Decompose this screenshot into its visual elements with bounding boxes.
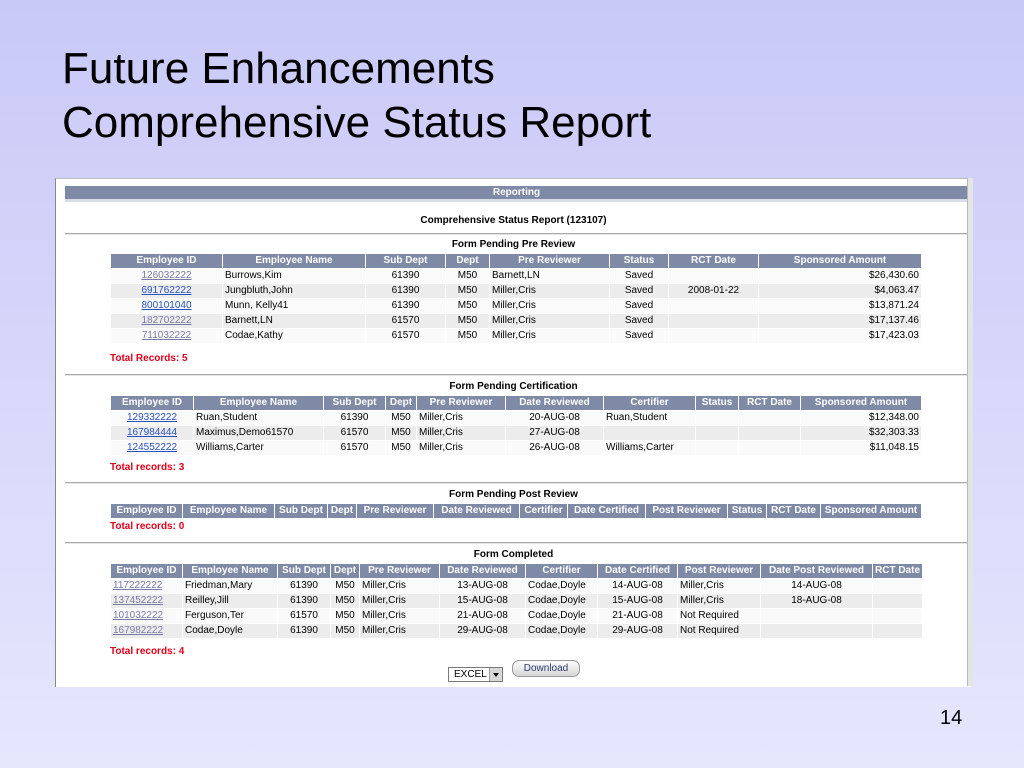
table-cell (111, 594, 183, 609)
employee-id-link[interactable]: 124552222 (126, 442, 178, 453)
column-header: Sub Dept (275, 504, 328, 519)
column-header: Date Reviewed (434, 504, 520, 519)
table-cell: Burrows,Kim (223, 269, 366, 284)
table-cell: Saved (610, 284, 669, 299)
employee-id-link[interactable]: 711032222 (141, 330, 192, 341)
column-header: RCT Date (767, 504, 821, 519)
column-header: Pre Reviewer (490, 254, 610, 269)
column-header: Certifier (520, 504, 568, 519)
table-row (111, 411, 922, 426)
column-header: Employee ID (111, 254, 223, 269)
table-cell (696, 441, 739, 456)
column-header: Certifier (604, 396, 696, 411)
employee-id-link[interactable]: 691762222 (141, 285, 192, 296)
table-header-row (111, 564, 923, 579)
table-cell: 61390 (366, 284, 446, 299)
employee-id-link[interactable]: 129332222 (126, 412, 178, 423)
table-cell: 14-AUG-08 (761, 579, 873, 594)
table-cell: Ruan,Student (604, 411, 696, 426)
table-row (111, 329, 922, 344)
table-row (111, 314, 922, 329)
slide-title-line1: Future Enhancements (62, 44, 495, 93)
table-cell: M50 (331, 594, 360, 609)
column-header: RCT Date (669, 254, 759, 269)
section-title-certification: Form Pending Certification (449, 381, 578, 392)
table-cell (739, 411, 801, 426)
table-cell: Codae,Doyle (526, 594, 598, 609)
table-cell: 26-AUG-08 (506, 441, 604, 456)
column-header: Dept (328, 504, 357, 519)
column-header: Date Certified (568, 504, 646, 519)
table-cell (669, 314, 759, 329)
table-cell (761, 609, 873, 624)
column-header: Employee Name (183, 504, 275, 519)
table-cell: Miller,Cris (360, 609, 440, 624)
column-header: RCT Date (739, 396, 801, 411)
table-cell (111, 314, 223, 329)
table-row (111, 299, 922, 314)
table-cell: Miller,Cris (417, 411, 506, 426)
table-cell: Saved (610, 269, 669, 284)
table-cell: $4,063.47 (759, 284, 922, 299)
table-cell: Jungbluth,John (223, 284, 366, 299)
table-cell: 61390 (278, 594, 331, 609)
table-cell: 61570 (366, 329, 446, 344)
table-cell: 21-AUG-08 (598, 609, 678, 624)
column-header: Employee Name (223, 254, 366, 269)
reporting-header-bar: Reporting (65, 186, 968, 199)
table-cell: 14-AUG-08 (598, 579, 678, 594)
table-header-row (111, 254, 922, 269)
column-header: Pre Reviewer (357, 504, 434, 519)
table-cell: 18-AUG-08 (761, 594, 873, 609)
table-cell (111, 284, 223, 299)
table-cell (873, 624, 923, 639)
column-header: Status (728, 504, 767, 519)
table-cell: M50 (446, 269, 490, 284)
export-format-select[interactable] (448, 667, 503, 682)
column-header: Post Reviewer (678, 564, 761, 579)
table-cell: 15-AUG-08 (598, 594, 678, 609)
page-number: 14 (940, 707, 963, 729)
total-records-certification: Total records: 3 (110, 462, 185, 473)
table-cell: 2008-01-22 (669, 284, 759, 299)
download-button[interactable]: Download (512, 660, 580, 677)
table-cell (873, 609, 923, 624)
table-cell (761, 624, 873, 639)
table-cell: M50 (331, 609, 360, 624)
table-cell (111, 329, 223, 344)
table-cell: M50 (331, 579, 360, 594)
table-cell (604, 426, 696, 441)
section-divider (65, 233, 968, 235)
table-cell (111, 426, 194, 441)
column-header: Date Reviewed (506, 396, 604, 411)
employee-id-link[interactable]: 101032222 (113, 610, 164, 621)
export-format-value: EXCEL (454, 669, 487, 680)
section-title-post-review: Form Pending Post Review (449, 489, 578, 500)
column-header: Sponsored Amount (801, 396, 922, 411)
table-cell (111, 624, 183, 639)
table-cell: Miller,Cris (417, 426, 506, 441)
table-cell: M50 (446, 299, 490, 314)
table-cell: Not Required (678, 609, 761, 624)
table-cell (873, 579, 923, 594)
completed-table (110, 563, 923, 639)
post-review-table (110, 503, 922, 519)
report-title: Comprehensive Status Report (123107) (420, 215, 607, 226)
table-row (111, 609, 923, 624)
scrollbar[interactable] (967, 178, 973, 686)
table-row (111, 594, 923, 609)
table-cell (111, 411, 194, 426)
column-header: Dept (331, 564, 360, 579)
table-cell: Williams,Carter (194, 441, 324, 456)
table-cell: Ruan,Student (194, 411, 324, 426)
table-cell: $11,048.15 (801, 441, 922, 456)
table-cell: Miller,Cris (360, 579, 440, 594)
table-cell: Codae,Doyle (183, 624, 278, 639)
column-header: Employee Name (194, 396, 324, 411)
table-cell: Barnett,LN (490, 269, 610, 284)
table-cell: Maximus,Demo61570 (194, 426, 324, 441)
table-cell: 13-AUG-08 (440, 579, 526, 594)
table-cell: Not Required (678, 624, 761, 639)
employee-id-link[interactable]: 167984444 (126, 427, 178, 438)
table-cell (669, 299, 759, 314)
column-header: Certifier (526, 564, 598, 579)
reporting-subbar (65, 199, 968, 202)
column-header: Date Post Reviewed (761, 564, 873, 579)
table-cell (669, 329, 759, 344)
table-cell: Miller,Cris (360, 624, 440, 639)
total-records-completed: Total records: 4 (110, 646, 185, 657)
slide-title (62, 42, 651, 150)
table-cell: M50 (331, 624, 360, 639)
table-cell (111, 579, 183, 594)
total-records-post-review: Total records: 0 (110, 521, 185, 532)
table-cell: M50 (386, 411, 417, 426)
table-cell: Miller,Cris (678, 579, 761, 594)
table-cell: 61390 (324, 411, 386, 426)
employee-id-link[interactable]: 137452222 (113, 595, 164, 606)
table-row (111, 284, 922, 299)
table-cell: 61570 (366, 314, 446, 329)
column-header: Sub Dept (366, 254, 446, 269)
table-cell: Miller,Cris (490, 329, 610, 344)
table-cell (111, 609, 183, 624)
table-cell: Miller,Cris (490, 284, 610, 299)
table-cell (696, 411, 739, 426)
table-cell: M50 (446, 284, 490, 299)
column-header: Employee ID (111, 504, 183, 519)
column-header: Employee ID (111, 396, 194, 411)
section-divider (65, 542, 968, 544)
table-row (111, 426, 922, 441)
table-cell: Miller,Cris (360, 594, 440, 609)
section-divider (65, 374, 968, 376)
table-cell: Barnett,LN (223, 314, 366, 329)
table-cell: 27-AUG-08 (506, 426, 604, 441)
table-cell: Miller,Cris (490, 314, 610, 329)
column-header: Date Certified (598, 564, 678, 579)
table-cell: Friedman,Mary (183, 579, 278, 594)
employee-id-link[interactable]: 182702222 (141, 315, 192, 326)
table-cell: Saved (610, 299, 669, 314)
table-cell: Miller,Cris (678, 594, 761, 609)
table-cell: 29-AUG-08 (598, 624, 678, 639)
table-cell: Codae,Kathy (223, 329, 366, 344)
table-cell: Munn, Kelly41 (223, 299, 366, 314)
table-row (111, 441, 922, 456)
table-cell: Miller,Cris (417, 441, 506, 456)
table-cell: Saved (610, 314, 669, 329)
table-cell (873, 594, 923, 609)
table-cell: M50 (446, 314, 490, 329)
table-cell: $17,423.03 (759, 329, 922, 344)
table-cell (739, 441, 801, 456)
table-cell: 61570 (324, 441, 386, 456)
table-cell: Reilley,Jill (183, 594, 278, 609)
table-cell: 15-AUG-08 (440, 594, 526, 609)
table-cell (111, 441, 194, 456)
column-header: Pre Reviewer (360, 564, 440, 579)
table-cell: 61570 (324, 426, 386, 441)
table-cell (111, 269, 223, 284)
section-title-pre-review: Form Pending Pre Review (451, 239, 576, 250)
column-header: Date Reviewed (440, 564, 526, 579)
table-cell: Saved (610, 329, 669, 344)
employee-id-link[interactable]: 117222222 (113, 580, 163, 591)
section-title-completed: Form Completed (473, 549, 554, 560)
column-header: Dept (446, 254, 490, 269)
table-cell: 29-AUG-08 (440, 624, 526, 639)
employee-id-link[interactable]: 126032222 (141, 270, 192, 281)
table-header-row (111, 504, 922, 519)
column-header: Post Reviewer (646, 504, 728, 519)
column-header: Employee Name (183, 564, 278, 579)
table-cell: $32,303.33 (801, 426, 922, 441)
table-cell: Codae,Doyle (526, 579, 598, 594)
table-cell: Williams,Carter (604, 441, 696, 456)
table-cell: Codae,Doyle (526, 624, 598, 639)
section-divider (65, 482, 968, 484)
table-cell: M50 (386, 426, 417, 441)
employee-id-link[interactable]: 167982222 (113, 625, 164, 636)
table-cell: Ferguson,Ter (183, 609, 278, 624)
column-header: Pre Reviewer (417, 396, 506, 411)
table-cell: 61390 (366, 269, 446, 284)
table-cell (739, 426, 801, 441)
report-screenshot (55, 178, 971, 687)
column-header: Sponsored Amount (821, 504, 922, 519)
column-header: Dept (386, 396, 417, 411)
table-cell: Codae,Doyle (526, 609, 598, 624)
column-header: Status (696, 396, 739, 411)
table-cell: Miller,Cris (490, 299, 610, 314)
column-header: Sub Dept (278, 564, 331, 579)
table-cell: 21-AUG-08 (440, 609, 526, 624)
table-cell: $17,137.46 (759, 314, 922, 329)
table-cell (111, 299, 223, 314)
column-header: RCT Date (873, 564, 923, 579)
slide-title-line2: Comprehensive Status Report (62, 98, 652, 147)
table-cell (669, 269, 759, 284)
table-cell: $26,430.60 (759, 269, 922, 284)
table-cell: M50 (446, 329, 490, 344)
pre-review-table (110, 253, 922, 344)
table-row (111, 269, 922, 284)
total-records-pre-review: Total Records: 5 (110, 353, 188, 364)
table-cell: $13,871.24 (759, 299, 922, 314)
table-cell: 20-AUG-08 (506, 411, 604, 426)
table-cell: 61390 (366, 299, 446, 314)
table-cell: 61570 (278, 609, 331, 624)
column-header: Sub Dept (324, 396, 386, 411)
table-cell (696, 426, 739, 441)
table-cell: 61390 (278, 624, 331, 639)
column-header: Sponsored Amount (759, 254, 922, 269)
certification-table (110, 395, 922, 456)
chevron-down-icon[interactable] (489, 668, 502, 681)
table-cell: 61390 (278, 579, 331, 594)
column-header: Employee ID (111, 564, 183, 579)
table-cell: $12,348.00 (801, 411, 922, 426)
table-row (111, 624, 923, 639)
table-row (111, 579, 923, 594)
column-header: Status (610, 254, 669, 269)
table-header-row (111, 396, 922, 411)
employee-id-link[interactable]: 800101040 (141, 300, 192, 311)
table-cell: M50 (386, 441, 417, 456)
